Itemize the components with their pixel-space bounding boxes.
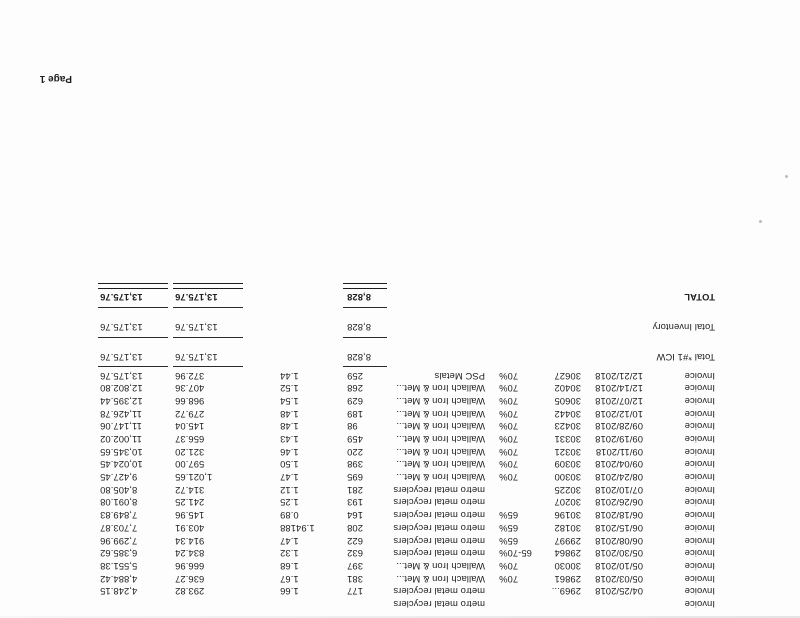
row-name: metro metal recyclers <box>393 535 485 547</box>
subtotal-amount: 13,175.76 <box>175 321 218 333</box>
row-type: Invoice <box>684 434 715 446</box>
table-row <box>75 458 715 471</box>
row-number: 29861 <box>554 573 581 585</box>
row-amount: 293.82 <box>175 586 205 598</box>
row-amount: 656.37 <box>175 434 205 446</box>
table-row <box>75 559 715 572</box>
row-price: 1.67 <box>280 573 299 585</box>
row-amount: 145.96 <box>175 510 205 522</box>
row-name: Wallach Iron & Met... <box>396 408 485 420</box>
row-type: Invoice <box>684 599 715 610</box>
underline <box>173 366 243 367</box>
table-row <box>75 420 715 433</box>
row-price: 1.32 <box>280 548 299 560</box>
row-type: Invoice <box>684 396 715 407</box>
row-price: 1.94188 <box>280 522 315 534</box>
row-name: PSC Metals <box>434 370 485 382</box>
subtotal-icw-row <box>75 347 715 369</box>
table-row <box>75 585 715 598</box>
row-name: Wallach Iron & Met... <box>396 472 485 484</box>
transaction-rows <box>75 369 715 610</box>
underline <box>173 337 243 338</box>
table-row <box>75 534 715 547</box>
row-percent: 70% <box>499 383 519 395</box>
row-name: Wallach Iron & Met... <box>396 459 485 471</box>
row-type: Invoice <box>684 421 715 433</box>
row-qty: 98 <box>347 421 358 433</box>
row-qty: 281 <box>347 484 363 496</box>
row-percent: 70% <box>499 370 519 382</box>
row-qty: 381 <box>347 573 363 585</box>
row-amount: 636.27 <box>175 573 205 585</box>
row-price: 1.54 <box>280 396 299 407</box>
row-qty: 177 <box>347 586 363 598</box>
row-qty: 459 <box>347 434 363 446</box>
grand-total-balance: 13,175.76 <box>100 291 143 303</box>
row-percent: 65-70% <box>499 548 532 560</box>
row-qty: 398 <box>347 459 363 471</box>
underline <box>98 366 168 367</box>
row-percent: 70% <box>499 446 519 458</box>
row-price: 1.48 <box>280 408 299 420</box>
row-name: Wallach Iron & Met... <box>396 573 485 585</box>
row-percent: 70% <box>499 459 519 471</box>
row-balance: 10,024.45 <box>100 459 143 471</box>
row-balance: 4,248.15 <box>100 586 138 598</box>
underline <box>343 366 387 367</box>
subtotal-balance: 13,175.76 <box>100 351 143 363</box>
row-number: 30331 <box>554 434 581 446</box>
row-percent: 65% <box>499 510 519 522</box>
row-qty: 622 <box>347 535 363 547</box>
row-number: 29864 <box>554 548 581 560</box>
row-date: 10/12/2018 <box>595 408 643 420</box>
row-name: metro metal recyclers <box>393 484 485 496</box>
row-number: 30207 <box>554 497 581 509</box>
row-balance: 7,703.87 <box>100 522 138 534</box>
row-balance: 10,345.65 <box>100 446 143 458</box>
table-row <box>75 572 715 585</box>
row-type: Invoice <box>684 459 715 471</box>
row-date: 07/10/2018 <box>595 484 643 496</box>
row-qty: 208 <box>347 522 363 534</box>
row-amount: 372.96 <box>175 370 205 382</box>
table-row <box>75 407 715 420</box>
row-qty: 695 <box>347 472 363 484</box>
table-row <box>75 394 715 407</box>
table-row <box>75 369 715 382</box>
row-date: 05/03/2018 <box>595 573 643 585</box>
row-qty: 268 <box>347 383 363 395</box>
row-number: 2969... <box>551 586 581 598</box>
row-number: 30225 <box>554 484 581 496</box>
subtotal-amount: 13,175.76 <box>175 351 218 363</box>
row-price: 1.50 <box>280 459 299 471</box>
row-date: 08/24/2018 <box>595 472 643 484</box>
table-row <box>75 521 715 534</box>
row-balance: 6,385.62 <box>100 548 138 560</box>
row-name: metro metal recyclers <box>393 599 485 610</box>
row-amount: 321.20 <box>175 446 205 458</box>
row-type: Invoice <box>684 573 715 585</box>
row-qty: 164 <box>347 510 363 522</box>
row-type: Invoice <box>684 408 715 420</box>
row-percent: 70% <box>499 560 519 572</box>
row-date: 06/15/2018 <box>595 522 643 534</box>
row-date: 09/28/2018 <box>595 421 643 433</box>
row-number: 30196 <box>554 510 581 522</box>
row-amount: 914.34 <box>175 535 205 547</box>
row-qty: 189 <box>347 408 363 420</box>
row-qty: 632 <box>347 548 363 560</box>
row-type: Invoice <box>684 586 715 598</box>
page-number: Page 1 <box>39 73 72 84</box>
row-price: 1.44 <box>280 370 299 382</box>
subtotal-balance: 13,175.76 <box>100 321 143 333</box>
table-row <box>75 432 715 445</box>
row-price: 1.46 <box>280 446 299 458</box>
row-qty: 193 <box>347 497 363 509</box>
subtotal-inventory-row <box>75 317 715 339</box>
row-date: 12/14/2018 <box>595 383 643 395</box>
underline <box>173 307 243 308</box>
underline <box>343 307 387 308</box>
row-type: Invoice <box>684 548 715 560</box>
row-balance: 8,091.08 <box>100 497 138 509</box>
row-number: 30627 <box>554 370 581 382</box>
table-row <box>75 547 715 560</box>
row-type: Invoice <box>684 383 715 395</box>
row-qty: 220 <box>347 446 363 458</box>
row-name: metro metal recyclers <box>393 497 485 509</box>
row-amount: 403.91 <box>175 522 205 534</box>
row-balance: 11,002.02 <box>100 434 142 446</box>
table-row <box>75 470 715 483</box>
row-name: Wallach Iron & Met... <box>396 383 485 395</box>
row-type: Invoice <box>684 446 715 458</box>
row-price: 1.52 <box>280 383 299 395</box>
row-price: 0.89 <box>280 510 299 522</box>
row-name: metro metal recyclers <box>393 510 485 522</box>
row-date: 12/21/2018 <box>595 370 643 382</box>
row-type: Invoice <box>684 497 715 509</box>
row-name: Wallach Iron & Met... <box>396 396 485 407</box>
row-date: 06/26/2018 <box>595 497 643 509</box>
subtotal-label: Total *#1 ICW <box>656 351 715 363</box>
row-number: 29997 <box>554 535 581 547</box>
row-number: 30030 <box>554 560 581 572</box>
underline <box>98 337 168 338</box>
row-number: 30402 <box>554 383 581 395</box>
table-row <box>75 445 715 458</box>
subtotal-qty: 8,828 <box>347 351 371 363</box>
row-type: Invoice <box>684 472 715 484</box>
table-row <box>75 509 715 522</box>
row-balance: 7,849.83 <box>100 510 138 522</box>
row-balance: 11,426.78 <box>100 408 142 420</box>
grand-total-label: TOTAL <box>684 291 715 303</box>
row-name: Wallach Iron & Met... <box>396 560 485 572</box>
row-number: 30309 <box>554 459 581 471</box>
row-qty: 397 <box>347 560 363 572</box>
row-percent: 70% <box>499 408 519 420</box>
row-price: 1.47 <box>280 535 299 547</box>
row-amount: 597.00 <box>175 459 205 471</box>
row-percent: 70% <box>499 573 519 585</box>
row-number: 30423 <box>554 421 581 433</box>
row-date: 09/04/2018 <box>595 459 643 471</box>
row-date: 04/25/2018 <box>595 586 643 598</box>
row-name: Wallach Iron & Met... <box>396 446 485 458</box>
row-amount: 145.04 <box>175 421 205 433</box>
row-percent: 65% <box>499 522 519 534</box>
grand-total-qty: 8,828 <box>347 291 371 303</box>
row-type: Invoice <box>684 370 715 382</box>
row-price: 1.68 <box>280 560 299 572</box>
row-balance: 4,884.42 <box>100 573 138 585</box>
row-type: Invoice <box>684 484 715 496</box>
row-date: 09/11/2018 <box>595 446 643 458</box>
table-row <box>75 597 715 610</box>
row-qty: 629 <box>347 396 363 407</box>
row-price: 1.12 <box>280 484 299 496</box>
row-number: 30605 <box>554 396 581 407</box>
row-balance: 12,395.44 <box>100 396 143 407</box>
scan-speck <box>785 175 788 178</box>
double-underline <box>173 283 243 289</box>
row-balance: 5,551.38 <box>100 560 138 572</box>
row-percent: 70% <box>499 396 519 407</box>
transaction-report <box>75 287 715 610</box>
row-type: Invoice <box>684 535 715 547</box>
table-row <box>75 483 715 496</box>
row-number: 30321 <box>554 446 581 458</box>
row-name: metro metal recyclers <box>393 522 485 534</box>
row-price: 1.25 <box>280 497 299 509</box>
row-qty: 259 <box>347 370 363 382</box>
row-price: 1.66 <box>280 586 299 598</box>
grand-total-row <box>75 287 715 309</box>
row-amount: 834.24 <box>175 548 205 560</box>
row-number: 30300 <box>554 472 581 484</box>
row-date: 12/07/2018 <box>595 396 643 407</box>
double-underline <box>343 283 387 289</box>
row-type: Invoice <box>684 522 715 534</box>
row-percent: 65% <box>499 535 519 547</box>
subtotal-label: Total Inventory <box>652 321 715 333</box>
underline <box>98 307 168 308</box>
row-date: 06/08/2018 <box>595 535 643 547</box>
row-percent: 70% <box>499 434 519 446</box>
row-type: Invoice <box>684 510 715 522</box>
row-amount: 1,021.65 <box>175 472 213 484</box>
row-date: 05/30/2018 <box>595 548 643 560</box>
row-balance: 11,147.06 <box>100 421 142 433</box>
row-number: 30182 <box>554 522 581 534</box>
underline <box>343 337 387 338</box>
row-balance: 12,802.80 <box>100 383 143 395</box>
row-name: Wallach Iron & Met... <box>396 421 485 433</box>
row-percent: 70% <box>499 421 519 433</box>
row-date: 09/19/2018 <box>595 434 643 446</box>
row-balance: 9,427.45 <box>100 472 138 484</box>
row-name: metro metal recyclers <box>393 586 485 598</box>
row-balance: 7,299.96 <box>100 535 138 547</box>
row-price: 1.47 <box>280 472 299 484</box>
row-name: Wallach Iron & Met... <box>396 434 485 446</box>
row-amount: 279.72 <box>175 408 205 420</box>
row-price: 1.48 <box>280 421 299 433</box>
row-name: metro metal recyclers <box>393 548 485 560</box>
row-price: 1.43 <box>280 434 299 446</box>
row-percent: 70% <box>499 472 519 484</box>
row-number: 30442 <box>554 408 581 420</box>
row-amount: 241.25 <box>175 497 205 509</box>
grand-total-amount: 13,175.76 <box>175 291 218 303</box>
row-amount: 407.36 <box>175 383 205 395</box>
scan-speck <box>759 220 762 223</box>
row-amount: 666.96 <box>175 560 205 572</box>
row-amount: 968.66 <box>175 396 205 407</box>
double-underline <box>98 283 168 289</box>
row-balance: 13,175.76 <box>100 370 143 382</box>
row-amount: 314.72 <box>175 484 205 496</box>
row-date: 06/18/2018 <box>595 510 643 522</box>
row-date: 05/10/2018 <box>595 560 643 572</box>
subtotal-qty: 8,828 <box>347 321 371 333</box>
row-type: Invoice <box>684 560 715 572</box>
table-row <box>75 496 715 509</box>
table-row <box>75 382 715 395</box>
row-balance: 8,405.80 <box>100 484 138 496</box>
